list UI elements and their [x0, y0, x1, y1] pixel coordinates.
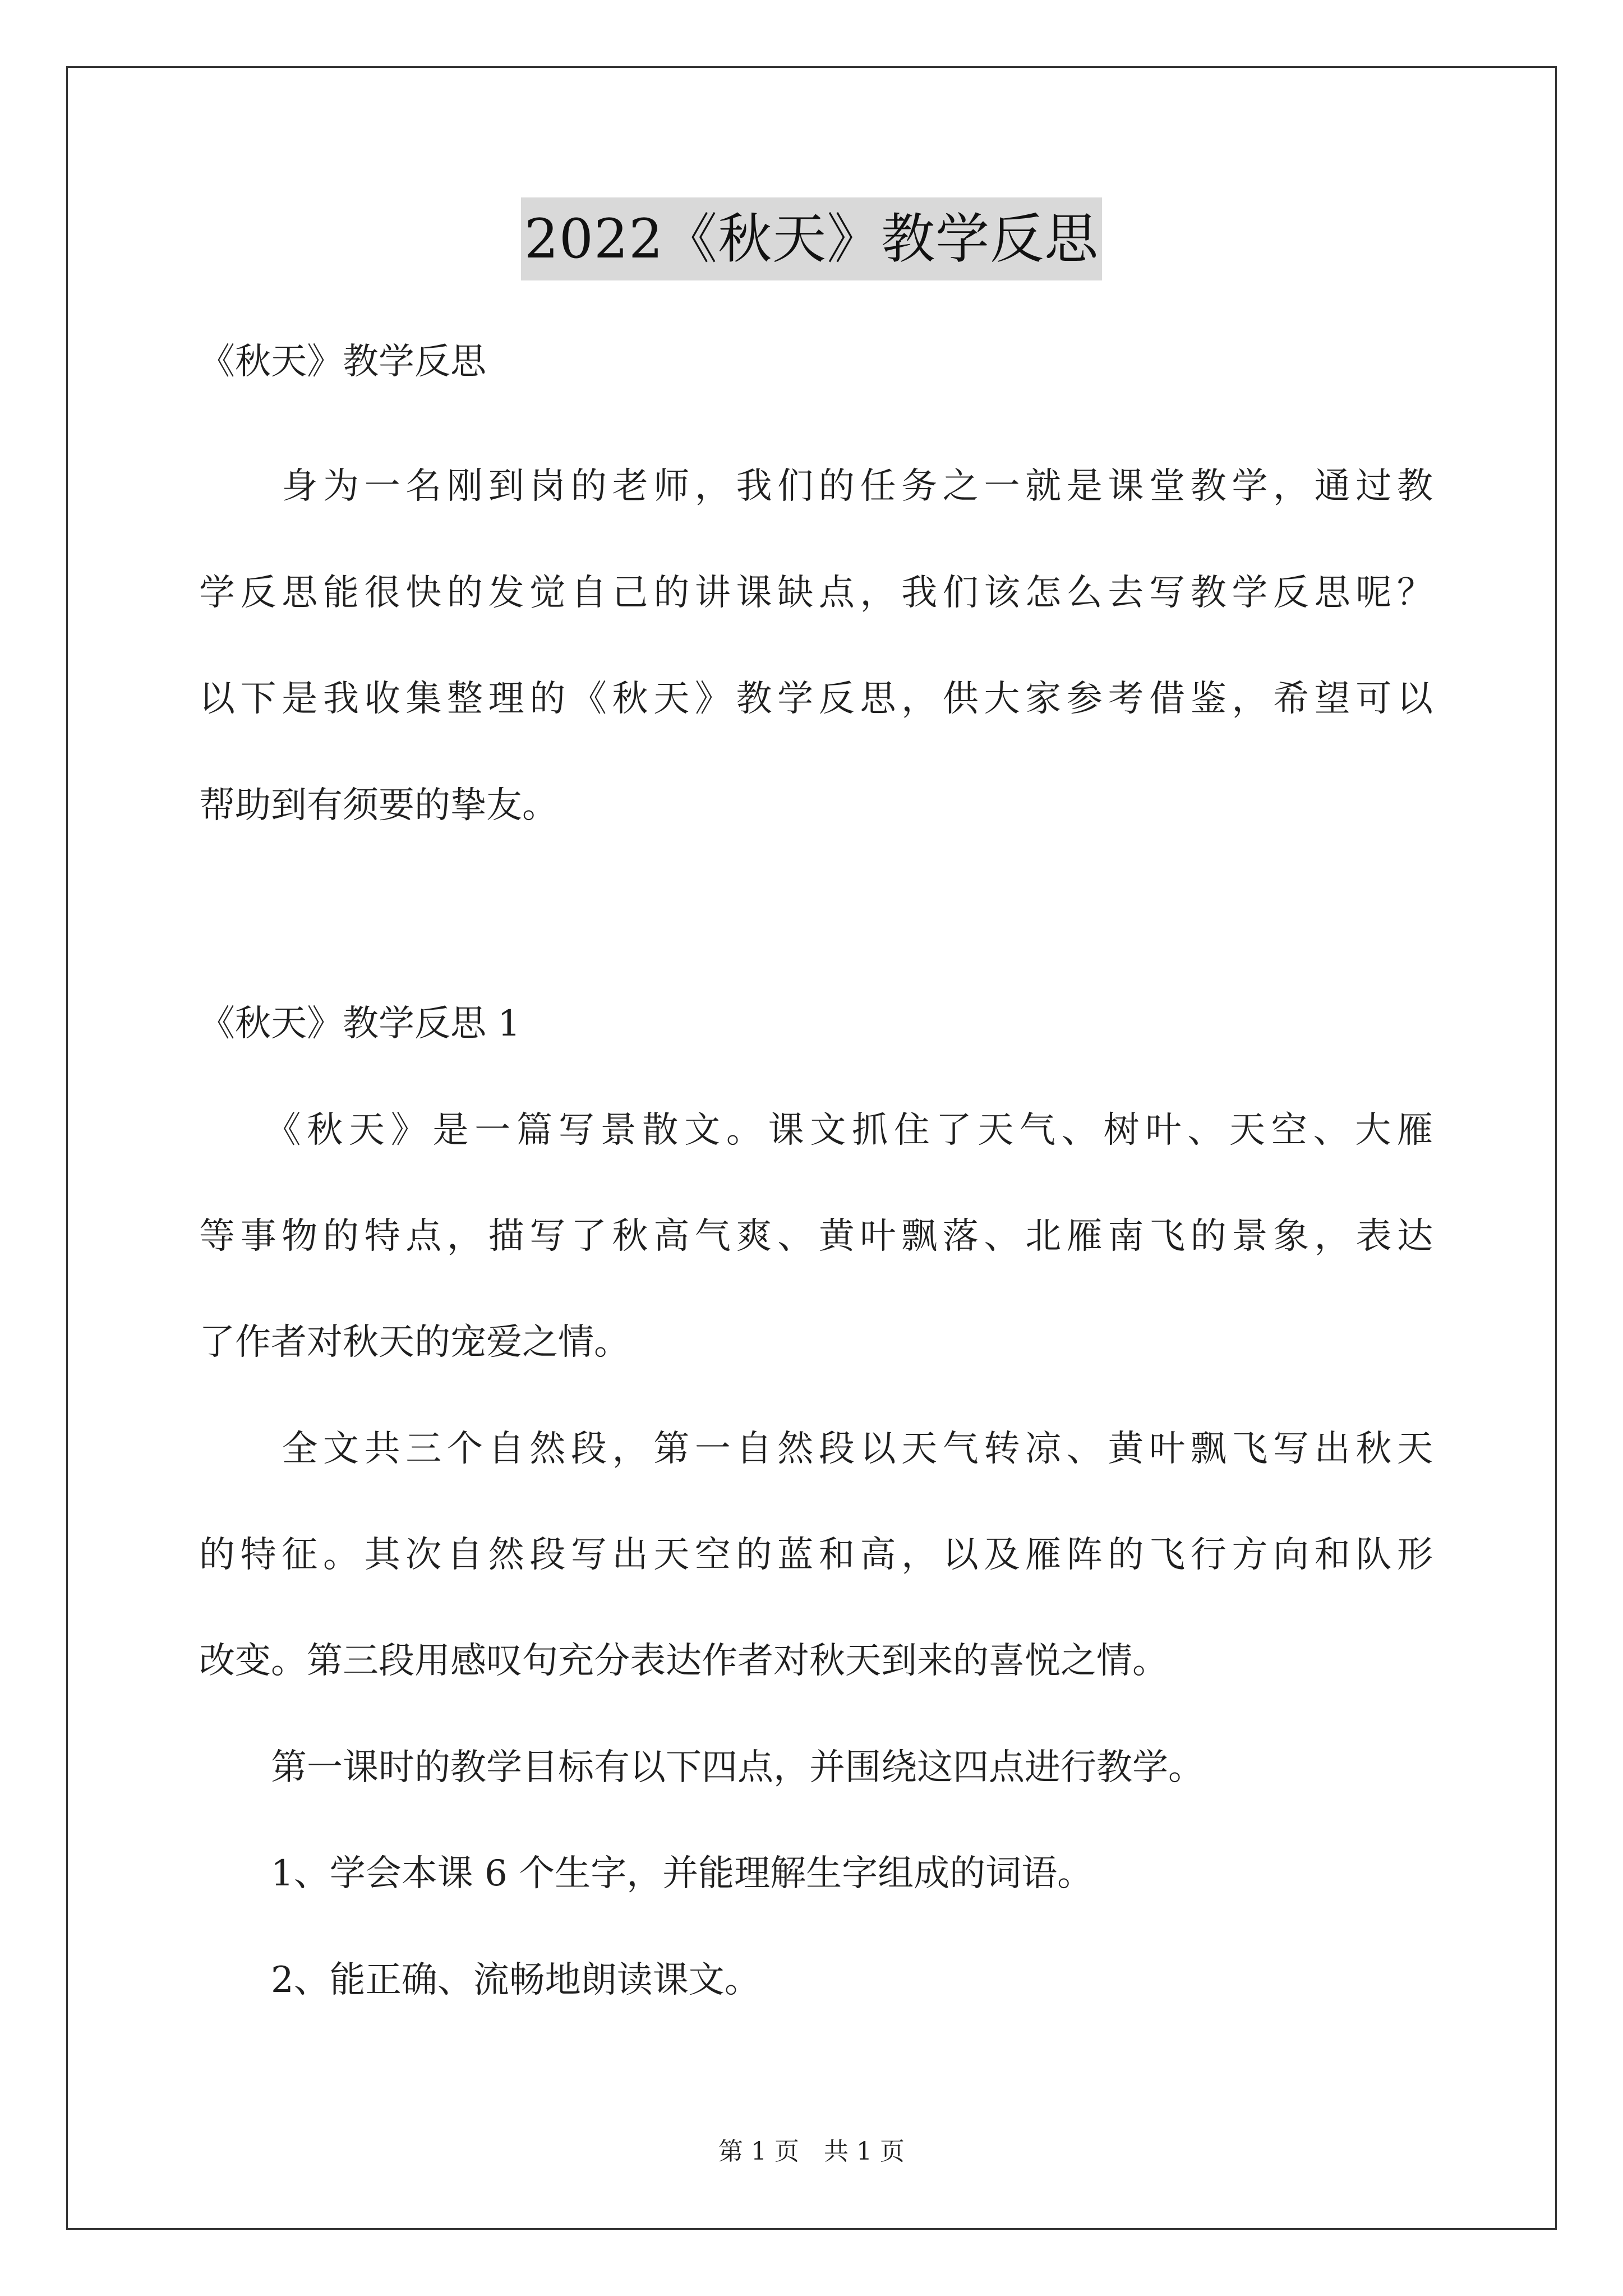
paragraph-line: 改变。第三段用感叹句充分表达作者对秋天到来的喜悦之情。: [199, 1640, 1168, 1682]
page-number: 第 1 页 共 1 页: [718, 2137, 905, 2166]
list-item: 1、学会本课 6 个生字，并能理解生字组成的词语。: [199, 1853, 1094, 1894]
paragraph-line: 的特征。其次自然段写出天空的蓝和高，以及雁阵的飞行方向和队形: [199, 1534, 1433, 1576]
section-heading: 《秋天》教学反思: [199, 341, 486, 383]
paragraph-line: 了作者对秋天的宠爱之情。: [199, 1322, 630, 1363]
title-container: [0, 197, 1623, 280]
paragraph-line: 帮助到有须要的挚友。: [199, 785, 558, 826]
paragraph-line: 全文共三个自然段，第一自然段以天气转凉、黄叶飘飞写出秋天: [199, 1428, 1433, 1470]
document-title: 2022《秋天》教学反思: [521, 197, 1102, 280]
paragraph-line: 《秋天》是一篇写景散文。课文抓住了天气、树叶、天空、大雁: [199, 1110, 1433, 1151]
paragraph-line: 第一课时的教学目标有以下四点，并围绕这四点进行教学。: [199, 1747, 1204, 1788]
section-heading: 《秋天》教学反思 1: [199, 1003, 521, 1045]
paragraph-line: 以下是我收集整理的《秋天》教学反思，供大家参考借鉴，希望可以: [199, 678, 1433, 720]
paragraph-line: 等事物的特点，描写了秋高气爽、黄叶飘落、北雁南飞的景象，表达: [199, 1216, 1433, 1257]
list-item: 2、能正确、流畅地朗读课文。: [199, 1959, 760, 2001]
paragraph-line: 身为一名刚到岗的老师，我们的任务之一就是课堂教学，通过教: [199, 466, 1433, 507]
paragraph-line: 学反思能很快的发觉自己的讲课缺点，我们该怎么去写教学反思呢？: [199, 572, 1433, 614]
